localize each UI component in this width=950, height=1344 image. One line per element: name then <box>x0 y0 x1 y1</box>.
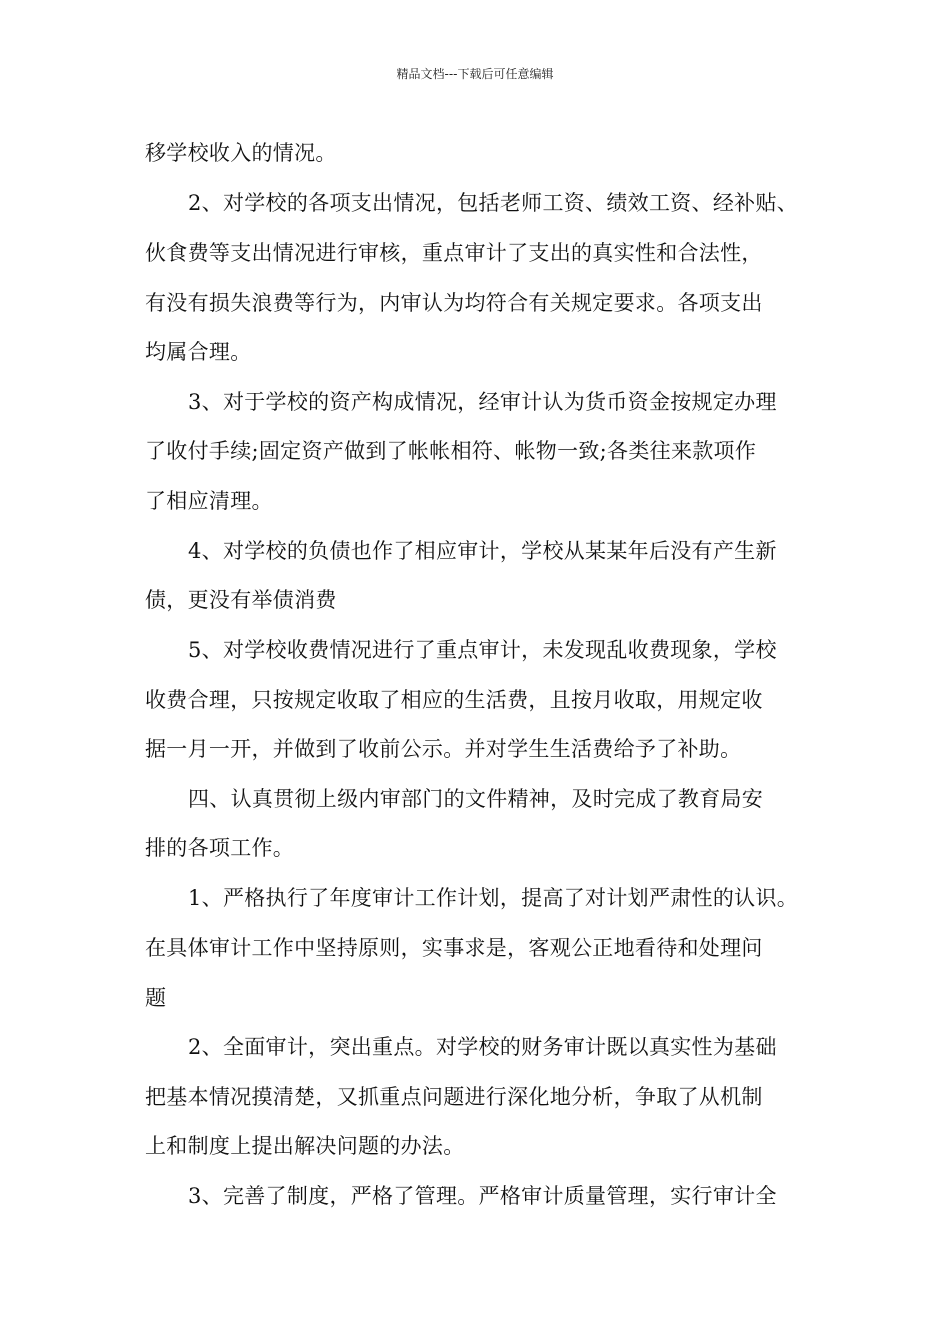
text-line: 移学校收入的情况。 <box>145 141 337 165</box>
text-line: 收费合理，只按规定收取了相应的生活费，且按月收取，用规定收 <box>145 688 763 712</box>
text-line: 伙食费等支出情况进行审核，重点审计了支出的真实性和合法性， <box>145 241 763 265</box>
text-line: 1、严格执行了年度审计工作计划，提高了对计划严肃性的认识。 <box>188 886 799 910</box>
text-line: 排的各项工作。 <box>145 836 295 860</box>
text-line: 2、全面审计，突出重点。对学校的财务审计既以真实性为基础 <box>188 1035 777 1059</box>
text-line: 3、对于学校的资产构成情况，经审计认为货币资金按规定办理 <box>188 390 777 414</box>
text-line: 了相应清理。 <box>145 489 273 513</box>
text-line: 在具体审计工作中坚持原则，实事求是，客观公正地看待和处理问 <box>145 936 763 960</box>
text-line: 据一月一开，并做到了收前公示。并对学生生活费给予了补助。 <box>145 737 742 761</box>
text-line: 2、对学校的各项支出情况，包括老师工资、绩效工资、经补贴、 <box>188 191 799 215</box>
text-line: 3、完善了制度，严格了管理。严格审计质量管理，实行审计全 <box>188 1184 777 1208</box>
text-line: 债，更没有举债消费 <box>145 588 337 612</box>
text-line: 四、认真贯彻上级内审部门的文件精神，及时完成了教育局安 <box>188 787 764 811</box>
text-line: 4、对学校的负债也作了相应审计，学校从某某年后没有产生新 <box>188 539 777 563</box>
page-header: 精品文档---下载后可任意编辑 <box>396 67 554 81</box>
text-line: 5、对学校收费情况进行了重点审计，未发现乱收费现象，学校 <box>188 638 777 662</box>
text-line: 上和制度上提出解决问题的办法。 <box>145 1134 465 1158</box>
text-line: 把基本情况摸清楚，又抓重点问题进行深化地分析，争取了从机制 <box>145 1085 763 1109</box>
text-line: 均属合理。 <box>145 340 252 364</box>
text-line: 有没有损失浪费等行为，内审认为均符合有关规定要求。各项支出 <box>145 291 763 315</box>
text-line: 了收付手续;固定资产做到了帐帐相符、帐物一致;各类往来款项作 <box>145 439 757 463</box>
text-line: 题 <box>145 986 167 1010</box>
